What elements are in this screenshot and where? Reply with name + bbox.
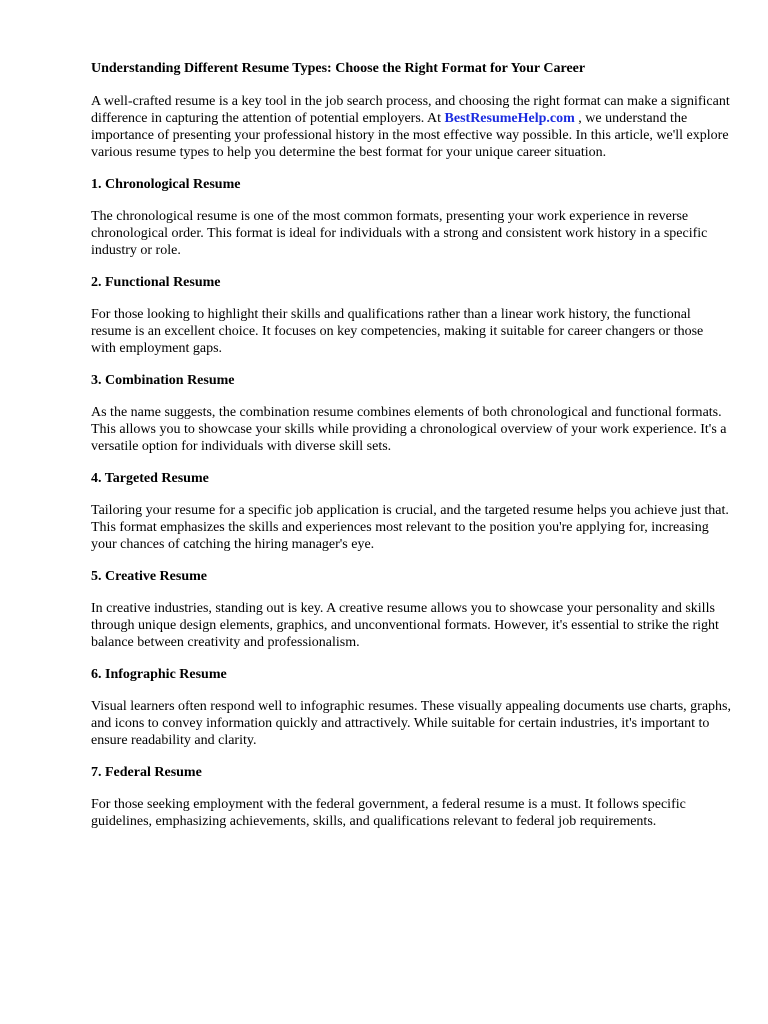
intro-text-after-link: , we understand the importance of presenting your professional history in the most effective way possible. In this article, we'll explore various resume types to help you determine the best format for your unique career situation. bbox=[91, 111, 729, 160]
intro-paragraph bbox=[91, 93, 731, 161]
document-title: Understanding Different Resume Types: Choose the Right Format for Your Career bbox=[91, 61, 586, 76]
section-heading-targeted: 4. Targeted Resume bbox=[91, 471, 209, 486]
section-body-combination: As the name suggests, the combination resume combines elements of both chronological and functional formats. This allows you to showcase your skills while providing a chronological overview of your work experience. It's a versatile option for individuals with diverse skill sets. bbox=[91, 405, 727, 454]
section-heading-functional: 2. Functional Resume bbox=[91, 275, 221, 290]
section-body-infographic: Visual learners often respond well to infographic resumes. These visually appealing documents use charts, graphs, and icons to convey information quickly and attractively. While suitable for certain industries, it's important to ensure readability and clarity. bbox=[91, 699, 732, 748]
section-heading-creative: 5. Creative Resume bbox=[91, 569, 207, 584]
section-heading-combination: 3. Combination Resume bbox=[91, 373, 235, 388]
section-body-functional: For those looking to highlight their skills and qualifications rather than a linear work history, the functional resume is an excellent choice. It focuses on key competencies, making it suitable for career changers or those with employment gaps. bbox=[91, 307, 704, 356]
section-body-federal: For those seeking employment with the federal government, a federal resume is a must. It follows specific guidelines, emphasizing achievements, skills, and qualifications relevant to federal job requirements. bbox=[91, 797, 686, 829]
section-heading-infographic: 6. Infographic Resume bbox=[91, 667, 227, 682]
section-heading-chronological: 1. Chronological Resume bbox=[91, 177, 241, 192]
best-resume-help-link[interactable]: BestResumeHelp.com bbox=[444, 111, 575, 126]
section-body-chronological: The chronological resume is one of the most common formats, presenting your work experience in reverse chronological order. This format is ideal for individuals with a strong and consistent work history in a specific industry or role. bbox=[91, 209, 708, 258]
section-heading-federal: 7. Federal Resume bbox=[91, 765, 202, 780]
intro-text-before-link: A well-crafted resume is a key tool in the job search process, and choosing the right format can make a significant difference in capturing the attention of potential employers. At bbox=[91, 94, 730, 126]
section-body-creative: In creative industries, standing out is key. A creative resume allows you to showcase your personality and skills through unique design elements, graphics, and unconventional formats. However, it's essential to strike the right balance between creativity and professionalism. bbox=[91, 601, 719, 650]
section-body-targeted: Tailoring your resume for a specific job application is crucial, and the targeted resume helps you achieve just that. This format emphasizes the skills and experiences most relevant to the position you're applying for, increasing your chances of catching the hiring manager's eye. bbox=[91, 503, 729, 552]
document-page bbox=[91, 60, 731, 845]
